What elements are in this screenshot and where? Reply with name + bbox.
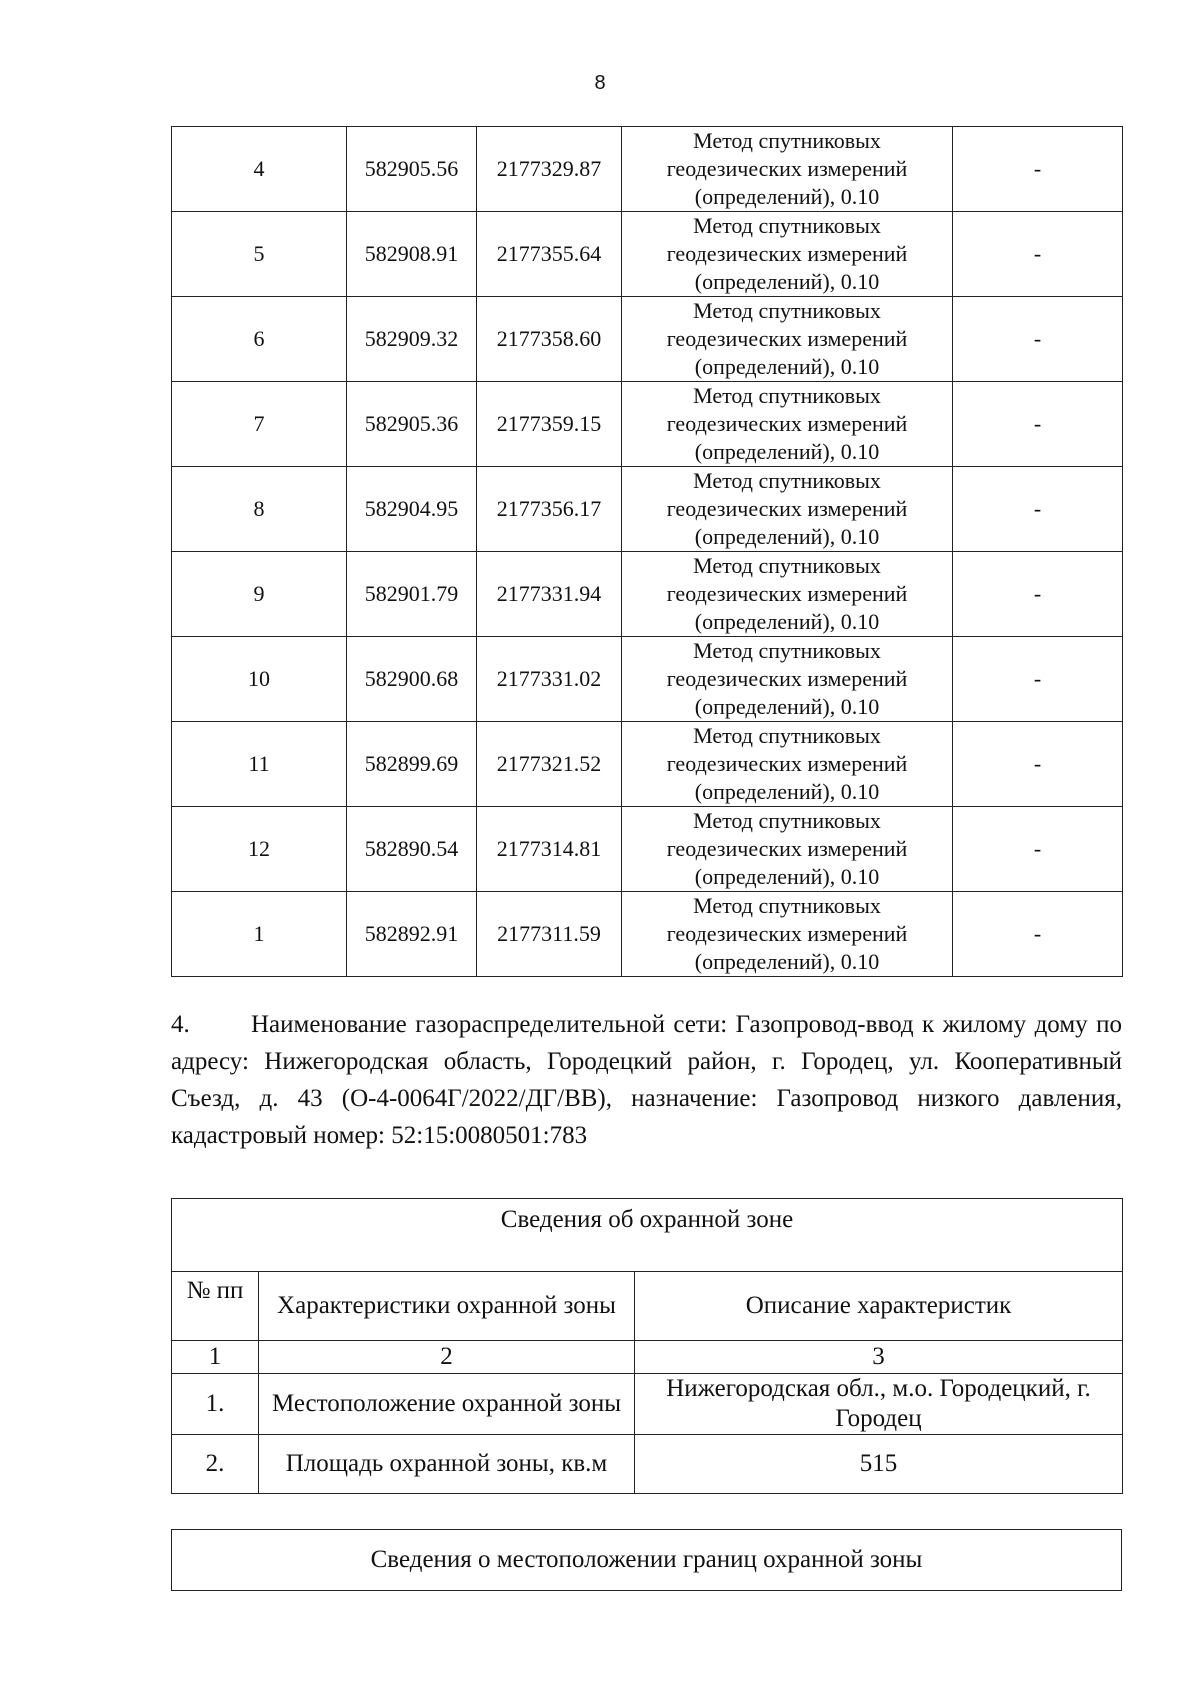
- method-line: (определений), 0.10: [694, 354, 880, 379]
- y-coordinate-cell: 2177331.02: [477, 637, 622, 722]
- method-line: (определений), 0.10: [694, 269, 880, 294]
- method-cell: [622, 807, 953, 892]
- method-line: Метод спутниковых: [693, 383, 881, 408]
- zone-caption-row: [172, 1199, 1123, 1272]
- zone-row-num: 1.: [172, 1374, 259, 1435]
- x-coordinate-cell: 582892.91: [347, 892, 477, 977]
- note-cell: -: [953, 637, 1123, 722]
- method-line: Метод спутниковых: [693, 893, 881, 918]
- method-line: (определений), 0.10: [694, 184, 880, 209]
- zone-header-row: [172, 1272, 1123, 1341]
- zone-row-description: 515: [635, 1435, 1123, 1494]
- table-row: [172, 467, 1123, 552]
- paragraph-text: Наименование газораспределительной сети: Газопровод-ввод к жилому дому по адресу: Нижегородская область, Городецкий район, г. Городец, ул. Кооперативный Съезд, д. 43 (О-4-0064Г/2022/ДГ/ВВ), назначение: Газопровод низкого давления, кадастровый номер: 52:15:0080501:783: [171, 1011, 1122, 1149]
- table-row: [172, 127, 1123, 212]
- note-cell: -: [953, 552, 1123, 637]
- method-line: геодезических измерений: [666, 581, 908, 606]
- method-cell: [622, 637, 953, 722]
- y-coordinate-cell: 2177331.94: [477, 552, 622, 637]
- point-cell: 9: [172, 552, 347, 637]
- y-coordinate-cell: 2177311.59: [477, 892, 622, 977]
- table-row: [172, 297, 1123, 382]
- method-line: (определений), 0.10: [694, 694, 880, 719]
- method-line: Метод спутниковых: [693, 723, 881, 748]
- method-line: геодезических измерений: [666, 156, 908, 181]
- zone-index-row: [172, 1341, 1123, 1374]
- header-description: Описание характеристик: [635, 1272, 1123, 1341]
- x-coordinate-cell: 582899.69: [347, 722, 477, 807]
- point-cell: 11: [172, 722, 347, 807]
- zone-info-table: [171, 1198, 1123, 1494]
- table-row: [172, 892, 1123, 977]
- index-cell-2: 2: [259, 1341, 635, 1374]
- method-cell: [622, 212, 953, 297]
- method-line: геодезических измерений: [666, 411, 908, 436]
- note-cell: -: [953, 722, 1123, 807]
- method-cell: [622, 127, 953, 212]
- method-cell: [622, 382, 953, 467]
- y-coordinate-cell: 2177358.60: [477, 297, 622, 382]
- y-coordinate-cell: 2177321.52: [477, 722, 622, 807]
- method-line: геодезических измерений: [666, 241, 908, 266]
- method-line: (определений), 0.10: [694, 439, 880, 464]
- method-line: (определений), 0.10: [694, 864, 880, 889]
- point-cell: 10: [172, 637, 347, 722]
- note-cell: -: [953, 212, 1123, 297]
- method-line: Метод спутниковых: [693, 808, 881, 833]
- bounds-title-box: [171, 1529, 1122, 1591]
- point-cell: 12: [172, 807, 347, 892]
- point-cell: 4: [172, 127, 347, 212]
- note-cell: -: [953, 467, 1123, 552]
- y-coordinate-cell: 2177359.15: [477, 382, 622, 467]
- zone-row-description: Нижегородская обл., м.о. Городецкий, г. Городец: [635, 1374, 1123, 1435]
- bounds-title: Сведения о местоположении границ охранной зоны: [172, 1530, 1122, 1591]
- method-line: Метод спутниковых: [693, 298, 881, 323]
- x-coordinate-cell: 582905.36: [347, 382, 477, 467]
- point-cell: 8: [172, 467, 347, 552]
- method-cell: [622, 552, 953, 637]
- method-line: Метод спутниковых: [693, 638, 881, 663]
- note-cell: -: [953, 807, 1123, 892]
- paragraph-number: 4.: [171, 1011, 190, 1038]
- header-characteristic: Характеристики охранной зоны: [259, 1272, 635, 1341]
- method-line: Метод спутниковых: [693, 213, 881, 238]
- zone-row-area: [172, 1435, 1123, 1494]
- method-line: геодезических измерений: [666, 666, 908, 691]
- table-row: [172, 807, 1123, 892]
- method-cell: [622, 892, 953, 977]
- point-cell: 1: [172, 892, 347, 977]
- method-line: геодезических измерений: [666, 836, 908, 861]
- point-cell: 5: [172, 212, 347, 297]
- method-line: Метод спутниковых: [693, 468, 881, 493]
- note-cell: -: [953, 297, 1123, 382]
- zone-row-location: [172, 1374, 1123, 1435]
- zone-row-characteristic: Местоположение охранной зоны: [259, 1374, 635, 1435]
- x-coordinate-cell: 582905.56: [347, 127, 477, 212]
- point-cell: 6: [172, 297, 347, 382]
- method-line: (определений), 0.10: [694, 524, 880, 549]
- y-coordinate-cell: 2177314.81: [477, 807, 622, 892]
- x-coordinate-cell: 582908.91: [347, 212, 477, 297]
- zone-row-characteristic: Площадь охранной зоны, кв.м: [259, 1435, 635, 1494]
- table-row: [172, 637, 1123, 722]
- method-line: Метод спутниковых: [693, 553, 881, 578]
- table-row: [172, 382, 1123, 467]
- method-line: (определений), 0.10: [694, 779, 880, 804]
- method-line: геодезических измерений: [666, 326, 908, 351]
- method-cell: [622, 297, 953, 382]
- x-coordinate-cell: 582890.54: [347, 807, 477, 892]
- page-number: 8: [594, 72, 606, 94]
- table-row: [172, 722, 1123, 807]
- header-num: № пп: [172, 1272, 259, 1341]
- method-line: геодезических измерений: [666, 496, 908, 521]
- point-cell: 7: [172, 382, 347, 467]
- note-cell: -: [953, 892, 1123, 977]
- method-line: геодезических измерений: [666, 751, 908, 776]
- index-cell-3: 3: [635, 1341, 1123, 1374]
- method-cell: [622, 467, 953, 552]
- index-cell-1: 1: [172, 1341, 259, 1374]
- gas-network-paragraph: [171, 1006, 1122, 1154]
- method-cell: [622, 722, 953, 807]
- x-coordinate-cell: 582904.95: [347, 467, 477, 552]
- method-line: геодезических измерений: [666, 921, 908, 946]
- y-coordinate-cell: 2177329.87: [477, 127, 622, 212]
- x-coordinate-cell: 582900.68: [347, 637, 477, 722]
- note-cell: -: [953, 382, 1123, 467]
- method-line: (определений), 0.10: [694, 609, 880, 634]
- x-coordinate-cell: 582909.32: [347, 297, 477, 382]
- table-row: [172, 212, 1123, 297]
- x-coordinate-cell: 582901.79: [347, 552, 477, 637]
- method-line: Метод спутниковых: [693, 128, 881, 153]
- zone-table-caption: Сведения об охранной зоне: [172, 1199, 1123, 1272]
- y-coordinate-cell: 2177355.64: [477, 212, 622, 297]
- table-row: [172, 552, 1123, 637]
- y-coordinate-cell: 2177356.17: [477, 467, 622, 552]
- note-cell: -: [953, 127, 1123, 212]
- method-line: (определений), 0.10: [694, 949, 880, 974]
- zone-row-num: 2.: [172, 1435, 259, 1494]
- coordinates-table: [171, 126, 1123, 977]
